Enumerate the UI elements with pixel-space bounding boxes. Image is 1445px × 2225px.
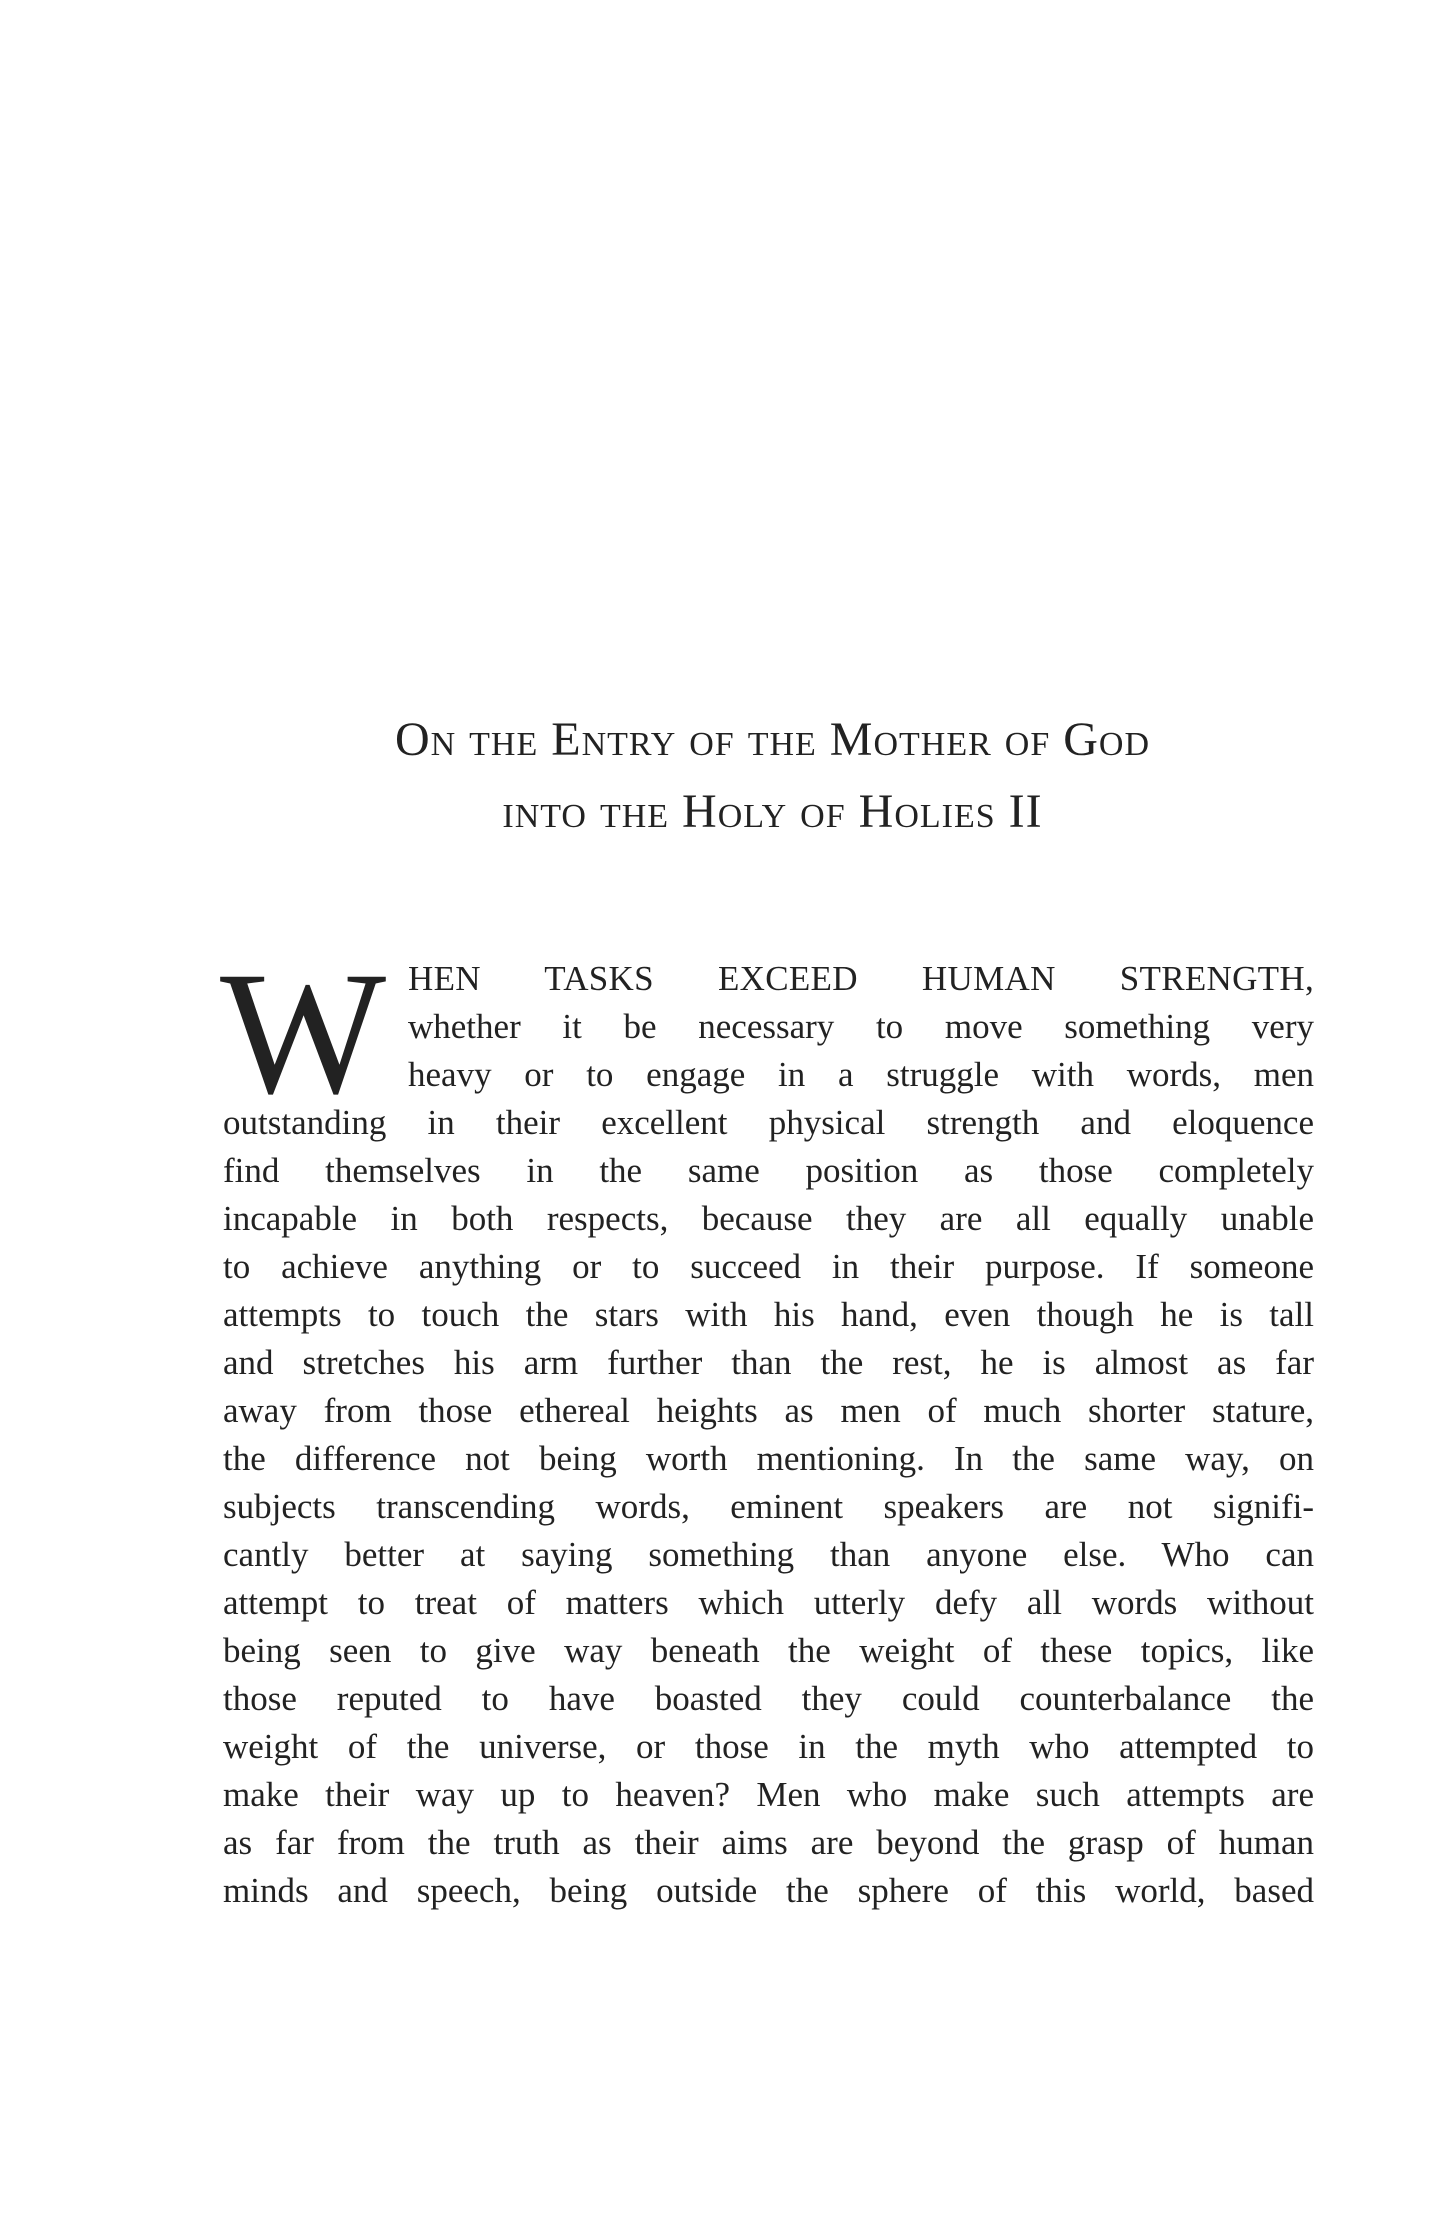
text-line: as far from the truth as their aims are beyond the grasp of human [223, 1823, 1314, 1862]
text-line: attempt to treat of matters which utterly defy all words without [223, 1583, 1314, 1622]
text-line: make their way up to heaven? Men who make such attempts are [223, 1775, 1314, 1814]
text-line: outstanding in their excellent physical strength and eloquence [223, 1103, 1314, 1142]
text-line: weight of the universe, or those in the myth who attempted to [223, 1727, 1314, 1766]
drop-cap: W [220, 936, 387, 1131]
text-line: away from those ethereal heights as men of much shorter stature, [223, 1391, 1314, 1430]
text-line: HEN TASKS EXCEED HUMAN STRENGTH, [408, 959, 1314, 998]
text-line: minds and speech, being outside the sphere of this world, based [223, 1871, 1314, 1910]
text-line: subjects transcending words, eminent speakers are not signifi- [223, 1487, 1314, 1526]
text-line: whether it be necessary to move something very [408, 1007, 1314, 1046]
chapter-title-line-1: On the Entry of the Mother of God [394, 713, 1151, 766]
text-line: attempts to touch the stars with his hand, even though he is tall [223, 1295, 1314, 1334]
text-line: those reputed to have boasted they could counterbalance the [223, 1679, 1314, 1718]
text-line: incapable in both respects, because they are all equally unable [223, 1199, 1314, 1238]
text-line: cantly better at saying something than anyone else. Who can [223, 1535, 1314, 1574]
text-line: being seen to give way beneath the weight of these topics, like [223, 1631, 1314, 1670]
chapter-title-line-2: into the Holy of Holies II [502, 785, 1043, 838]
text-line: and stretches his arm further than the rest, he is almost as far [223, 1343, 1314, 1382]
text-line: the difference not being worth mentioning. In the same way, on [223, 1439, 1314, 1478]
text-line: to achieve anything or to succeed in their purpose. If someone [223, 1247, 1314, 1286]
text-line: find themselves in the same position as those completely [223, 1151, 1314, 1190]
text-line: heavy or to engage in a struggle with words, men [408, 1055, 1314, 1094]
